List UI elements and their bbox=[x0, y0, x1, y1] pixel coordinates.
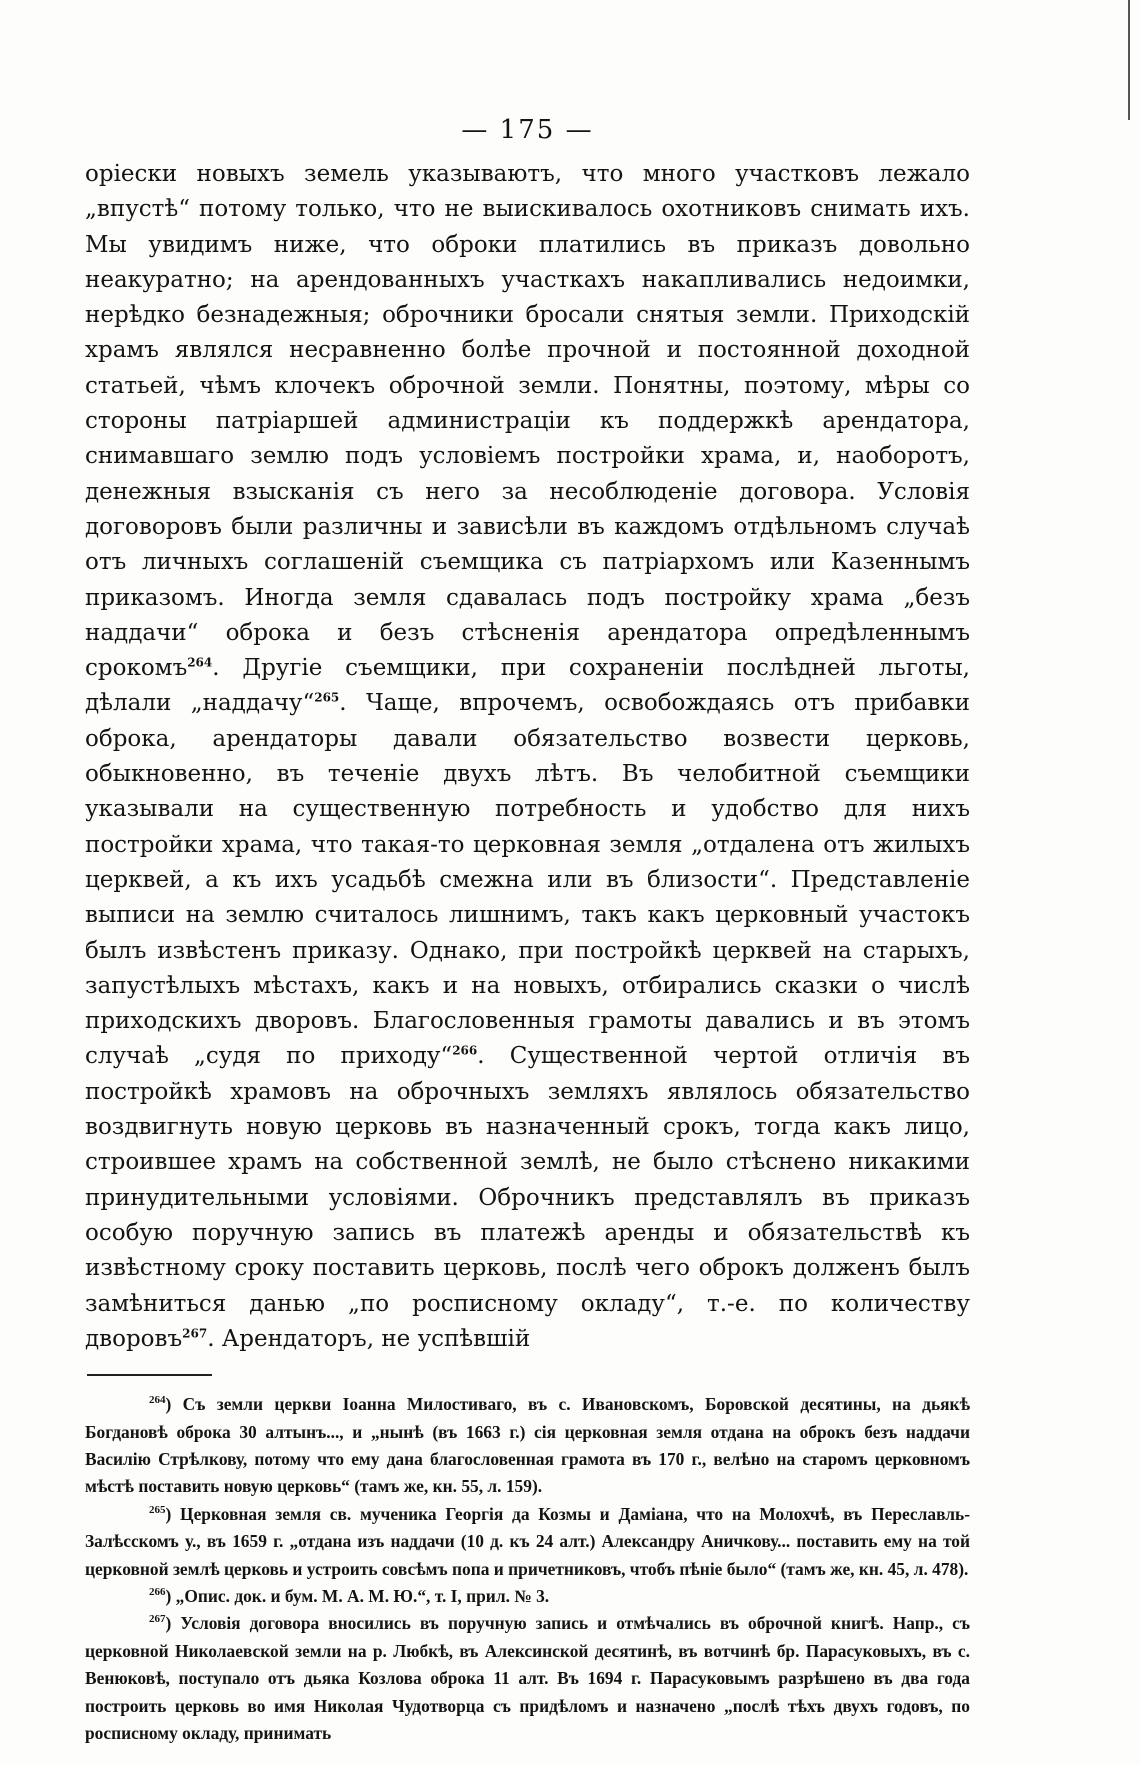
main-paragraph bbox=[85, 157, 970, 1357]
footnote-ref[interactable]: 265 bbox=[314, 690, 340, 705]
footnote bbox=[85, 1610, 970, 1747]
body-segment: . Чаще, впрочемъ, освобождаясь отъ прибавки оброка, арендаторы давали обязательство возвести церковь, обыкновенно, въ теченіе двухъ лѣтъ. Въ челобитной съемщики указывали на существенную потребность и удобство для нихъ постройки храма, что такая-то церковная земля „отдалена отъ жилыхъ церквей, а къ ихъ усадьбѣ смежна или въ близости“. Представленіе выписи на землю считалось лишнимъ, такъ какъ церковный участокъ былъ извѣстенъ приказу. Однако, при постройкѣ церквей на старыхъ, запустѣлыхъ мѣстахъ, какъ и на новыхъ, отбирались сказки о числѣ приходскихъ дворовъ. Благословенныя грамоты давались и въ этомъ случаѣ „судя по приходу“ bbox=[85, 690, 970, 1070]
footnote-text: ) „Опис. док. и бум. М. А. М. Ю.“, т. I, прил. № 3. bbox=[165, 1585, 550, 1606]
footnote-ref[interactable]: 267 bbox=[182, 1326, 208, 1341]
footnote-text: ) Церковная земля св. мученика Георгія да Козмы и Даміана, что на Молохчѣ, въ Переславль-Залѣсскомъ у., въ 1659 г. „отдана изъ наддачи (10 д. къ 24 алт.) Александру Аничкову... поставить ему на той церковной землѣ церковь и устроить совсѣмъ попа и причетниковъ, чтобъ пѣніе было“ (тамъ же, кн. 45, л. 478). bbox=[85, 1503, 970, 1579]
footnote-number: 264 bbox=[149, 1394, 166, 1407]
footnote-ref[interactable]: 264 bbox=[187, 655, 213, 670]
footnote-divider bbox=[87, 1374, 212, 1376]
scan-edge-line bbox=[1128, 0, 1130, 120]
footnote bbox=[85, 1501, 970, 1583]
page-number: — 175 — bbox=[461, 115, 594, 145]
footnote-ref[interactable]: 266 bbox=[452, 1043, 478, 1058]
footnote-text: ) Съ земли церкви Іоанна Милостиваго, въ с. Ивановскомъ, Боровской десятины, на дьякѣ Богдановѣ оброка 30 алтынъ..., и „нынѣ (въ 1663 г.) сія церковная земля отдана на оброкъ безъ наддачи Василію Стрѣлкову, потому что ему дана благословенная грамота въ 170 г., велѣно на старомъ церковномъ мѣстѣ поставить новую церковь“ (тамъ же, кн. 55, л. 159). bbox=[85, 1394, 970, 1497]
footnote-text: ) Условія договора вносились въ поручную запись и отмѣчались въ оброчной книгѣ. Напр., съ церковной Николаевской земли на р. Любкѣ, въ Алексинской десятинѣ, въ вотчинѣ бр. Парасуковыхъ, въ с. Венюковѣ, поступало отъ дьяка Козлова оброка 11 алт. Въ 1694 г. Парасуковымъ разрѣшено въ два года построить церковь во имя Николая Чудотворца съ придѣломъ и назначено „послѣ тѣхъ двухъ годовъ, по росписному окладу, принимать bbox=[85, 1613, 970, 1743]
body-segment: оріески новыхъ земель указываютъ, что много участковъ лежало „впустѣ“ потому только, что не выискивалось охотниковъ снимать ихъ. Мы увидимъ ниже, что оброки платились въ приказъ довольно неакуратно; на арендованныхъ участкахъ накапливались недоимки, нерѣдко безнадежныя; оброчники бросали снятыя земли. Приходскій храмъ являлся несравненно болѣе прочной и постоянной доходной статьей, чѣмъ клочекъ оброчной земли. Понятны, поэтому, мѣры со стороны патріаршей администраціи къ поддержкѣ арендатора, снимавшаго землю подъ условіемъ постройки храма, и, наоборотъ, денежныя взысканія съ него за несоблюденіе договора. Условія договоровъ были различны и зависѣли въ каждомъ отдѣльномъ случаѣ отъ личныхъ соглашеній съемщика съ патріархомъ или Казеннымъ приказомъ. Иногда земля сдавалась подъ постройку храма „безъ наддачи“ оброка и безъ стѣсненія арендатора опредѣленнымъ срокомъ bbox=[85, 161, 970, 682]
body-segment: . Арендаторъ, не успѣвшій bbox=[207, 1325, 531, 1352]
footnote-number: 266 bbox=[149, 1586, 166, 1599]
footnote-number: 267 bbox=[149, 1613, 166, 1626]
footnote-number: 265 bbox=[149, 1503, 166, 1516]
footnotes-section bbox=[85, 1391, 970, 1747]
footnote bbox=[85, 1583, 970, 1610]
footnote bbox=[85, 1391, 970, 1501]
body-segment: . Существенной чертой отличія въ постройкѣ храмовъ на оброчныхъ земляхъ являлось обязательство воздвигнуть новую церковь въ назначенный срокъ, тогда какъ лицо, строившее храмъ на собственной землѣ, не было стѣснено никакими принудительными условіями. Оброчникъ представлялъ въ приказъ особую поручную запись въ платежѣ аренды и обязательствѣ къ извѣстному сроку поставить церковь, послѣ чего оброкъ долженъ былъ замѣниться данью „по росписному окладу“, т.-е. по количеству дворовъ bbox=[85, 1043, 971, 1352]
body-segment: . Другіе съемщики, при сохраненіи послѣдней льготы, дѣлали „наддачу“ bbox=[85, 655, 970, 717]
book-page bbox=[85, 115, 970, 1747]
